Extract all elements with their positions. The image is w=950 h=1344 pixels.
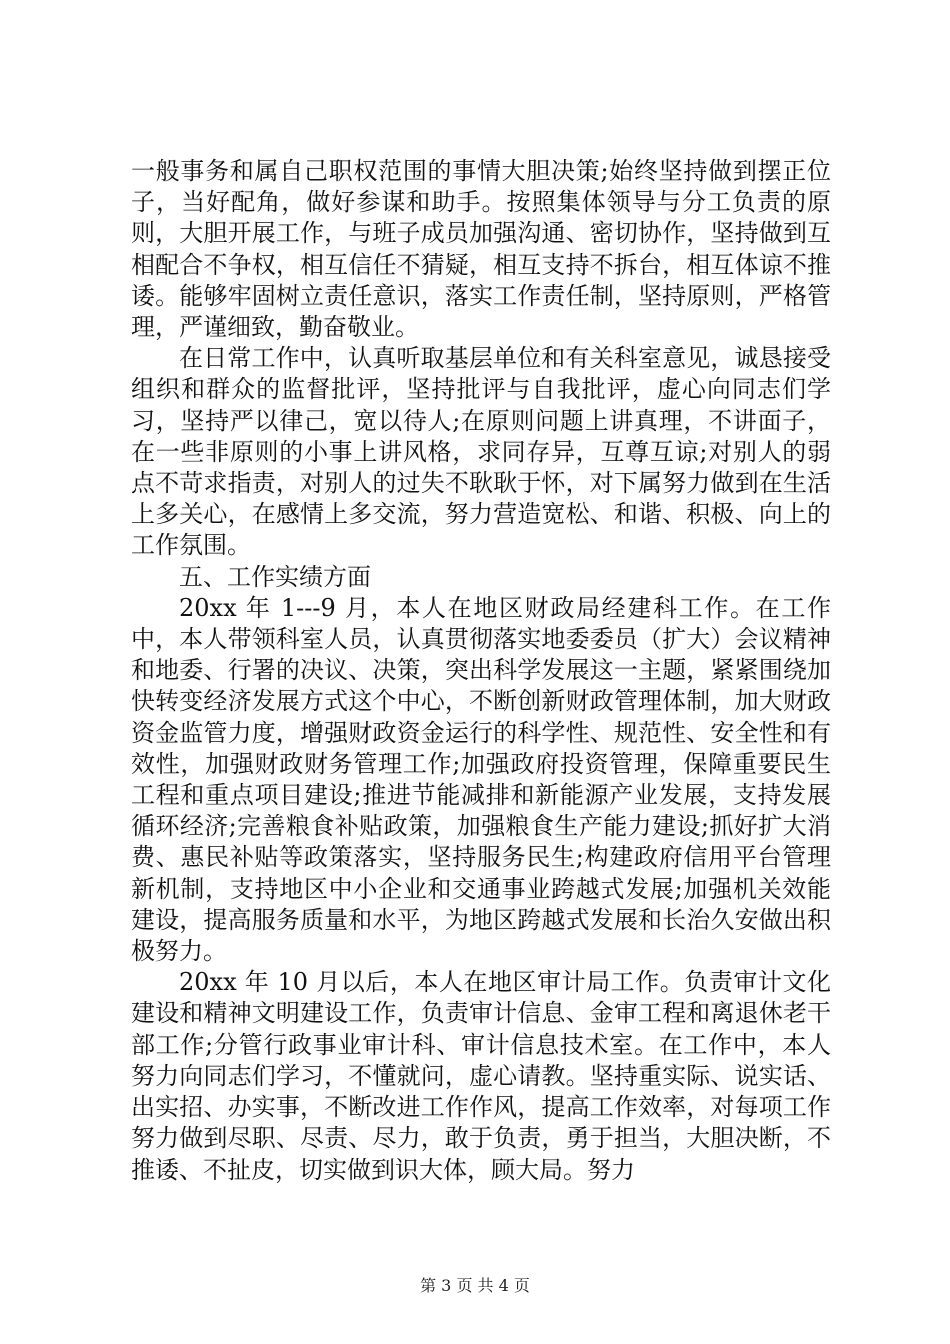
paragraph-continuation: 一般事务和属自己职权范围的事情大胆决策;始终坚持做到摆正位子，当好配角，做好参谋和助手。按照集体领导与分工负责的原则，大胆开展工作，与班子成员加强沟通、密切协作，坚持做到互相配合不争权，相互信任不猜疑，相互支持不拆台，相互体谅不推诿。能够牢固树立责任意识，落实工作责任制，坚持原则，严格管理，严谨细致，勤奋敬业。 bbox=[131, 157, 831, 342]
section-heading-achievements: 五、工作实绩方面 bbox=[179, 562, 371, 591]
paragraph-finance-bureau: 20xx 年 1---9 月，本人在地区财政局经建科工作。在工作中，本人带领科室人员，认真贯彻落实地委委员（扩大）会议精神和地委、行署的决议、决策，突出科学发展这一主题，紧紧围绕加快转变经济发展方式这个中心，不断创新财政管理体制，加大财政资金监管力度，增强财政资金运行的科学性、规范性、安全性和有效性，加强财政财务管理工作;加强政府投资管理，保障重要民生工程和重点项目建设;推进节能减排和新能源产业发展，支持发展循环经济;完善粮食补贴政策，加强粮食生产能力建设;抓好扩大消费、惠民补贴等政策落实，坚持服务民生;构建政府信用平台管理新机制，支持地区中小企业和交通事业跨越式发展;加强机关效能建设，提高服务质量和水平，为地区跨越式发展和长治久安做出积极努力。 bbox=[131, 593, 831, 966]
paragraph-daily-work: 在日常工作中，认真听取基层单位和有关科室意见，诚恳接受组织和群众的监督批评，坚持批评与自我批评，虚心向同志们学习，坚持严以律己，宽以待人;在原则问题上讲真理，不讲面子，在一些非原则的小事上讲风格，求同存异，互尊互谅;对别人的弱点不苛求指责，对别人的过失不耿耿于怀，对下属努力做到在生活上多关心，在感情上多交流，努力营造宽松、和谐、积极、向上的工作氛围。 bbox=[131, 344, 831, 560]
document-body bbox=[131, 156, 831, 1186]
page-footer: 第 3 页 共 4 页 bbox=[420, 1276, 530, 1295]
paragraph-audit-bureau: 20xx 年 10 月以后，本人在地区审计局工作。负责审计文化建设和精神文明建设工作，负责审计信息、金审工程和离退休老干部工作;分管行政事业审计科、审计信息技术室。在工作中，本人努力向同志们学习，不懂就问，虚心请教。坚持重实际、说实话、出实招、办实事，不断改进工作作风，提高工作效率，对每项工作努力做到尽职、尽责、尽力，敢于负责，勇于担当，大胆决断，不推诿、不扯皮，切实做到识大体，顾大局。努力 bbox=[131, 968, 831, 1184]
